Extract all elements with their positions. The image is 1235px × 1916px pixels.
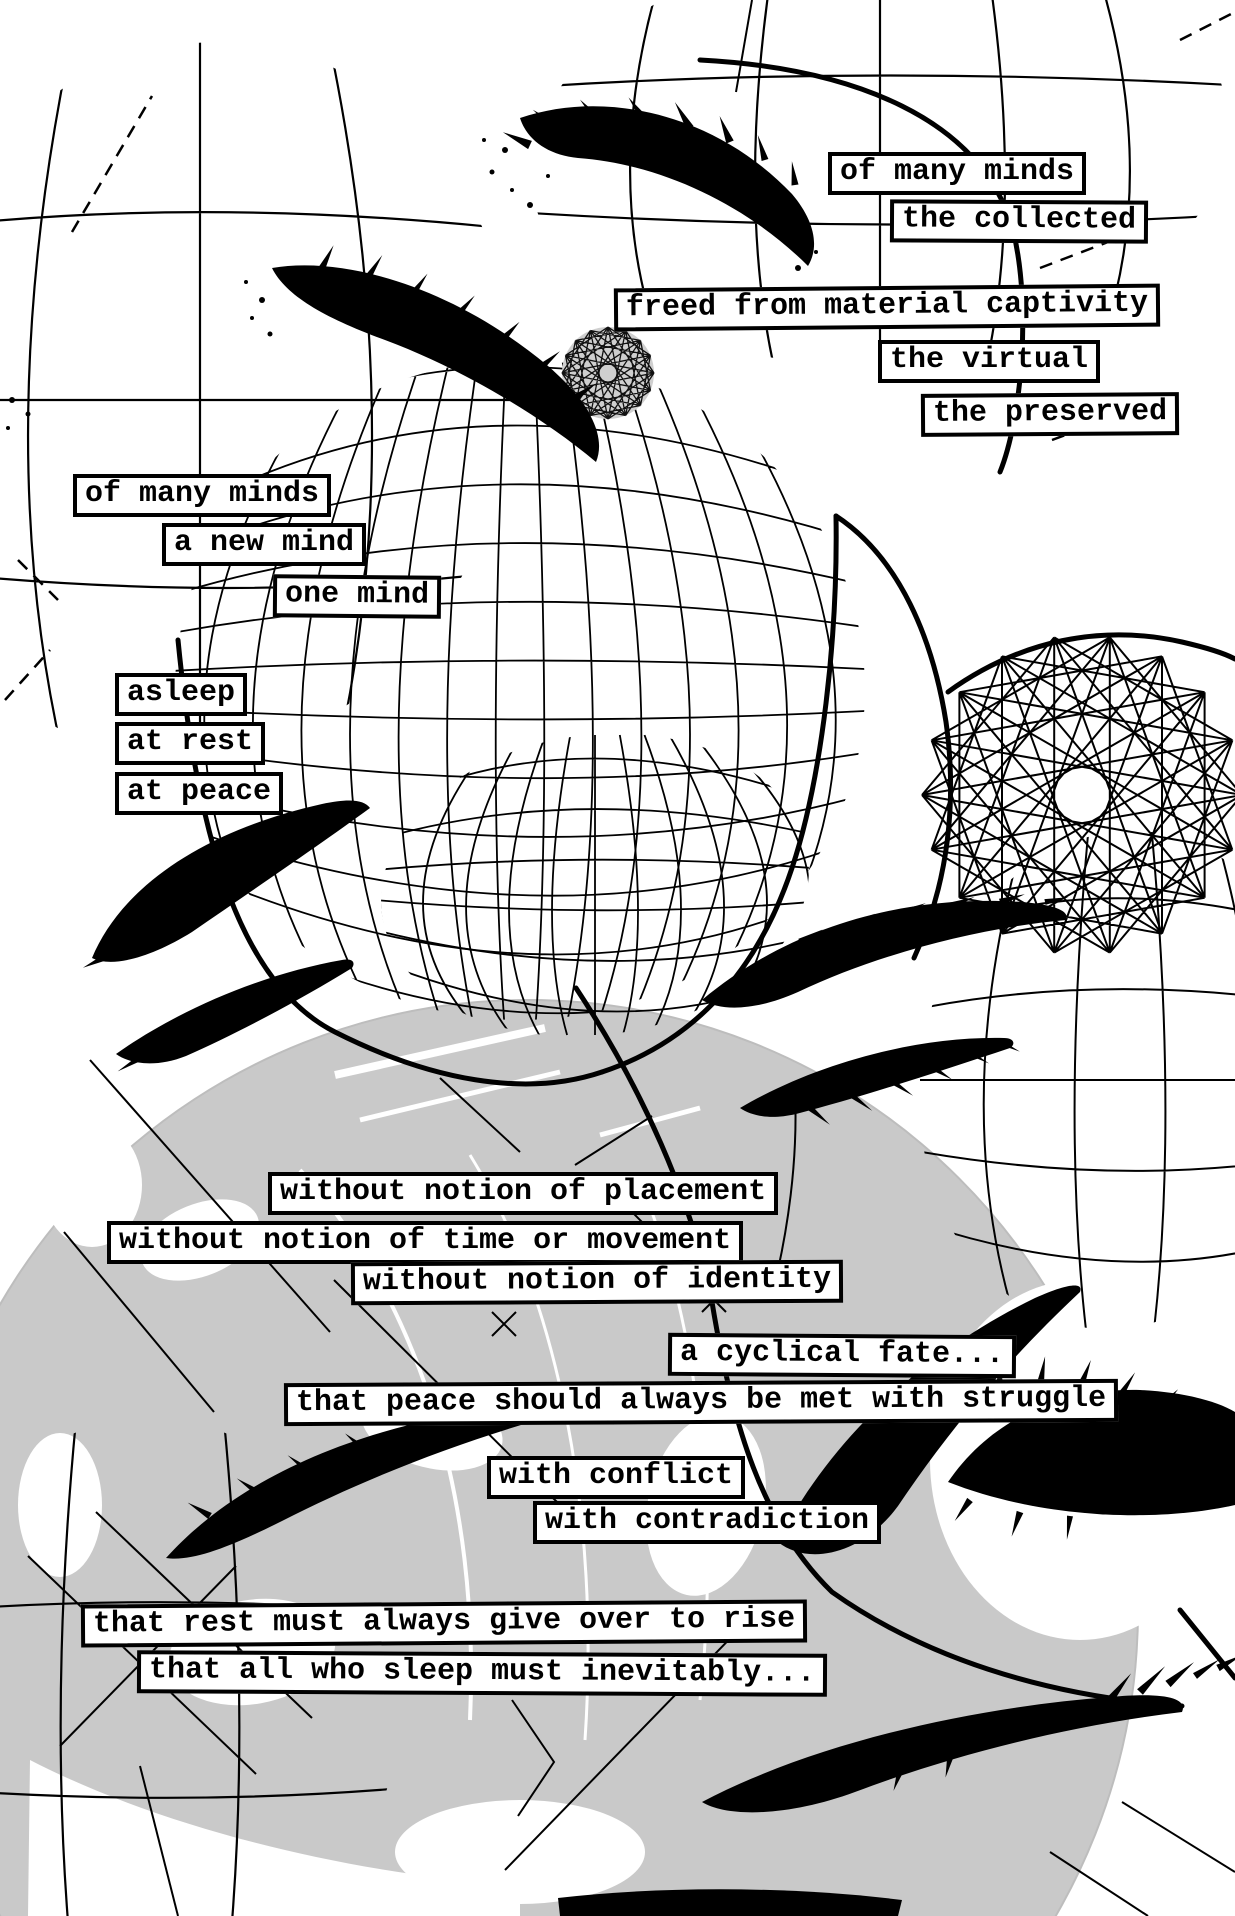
caption-one-mind: one mind: [273, 574, 441, 618]
right-eye-brow: [702, 901, 1067, 1008]
caption-with-contradiction: with contradiction: [533, 1501, 881, 1544]
left-center-brow-stroke: [272, 265, 599, 462]
caption-at-peace: at peace: [115, 772, 283, 815]
caption-freed-from-material-captivity: freed from material captivity: [614, 284, 1160, 332]
caption-the-preserved: the preserved: [921, 392, 1179, 437]
caption-the-collected: the collected: [890, 199, 1148, 243]
caption-sleep-must-inevitably: that all who sleep must inevitably...: [137, 1650, 827, 1697]
caption-peace-met-with-struggle: that peace should always be met with struggle: [284, 1379, 1118, 1426]
caption-a-new-mind: a new mind: [162, 523, 366, 566]
caption-with-conflict: with conflict: [487, 1456, 745, 1499]
caption-asleep: asleep: [115, 673, 247, 716]
caption-at-rest: at rest: [115, 722, 265, 765]
caption-rest-give-over-to-rise: that rest must always give over to rise: [81, 1599, 807, 1647]
caption-a-cyclical-fate: a cyclical fate...: [668, 1333, 1016, 1378]
wireframe-grid-top-left: [0, 24, 544, 776]
caption-without-notion-of-time: without notion of time or movement: [107, 1221, 743, 1264]
top-lash-stroke: [520, 106, 814, 266]
caption-of-many-minds-right: of many minds: [828, 152, 1086, 195]
left-eye-brow: [92, 801, 370, 962]
caption-without-notion-of-placement: without notion of placement: [268, 1172, 778, 1215]
caption-the-virtual: the virtual: [878, 340, 1100, 383]
caption-of-many-minds-left: of many minds: [73, 474, 331, 517]
caption-without-notion-of-identity: without notion of identity: [351, 1260, 843, 1306]
